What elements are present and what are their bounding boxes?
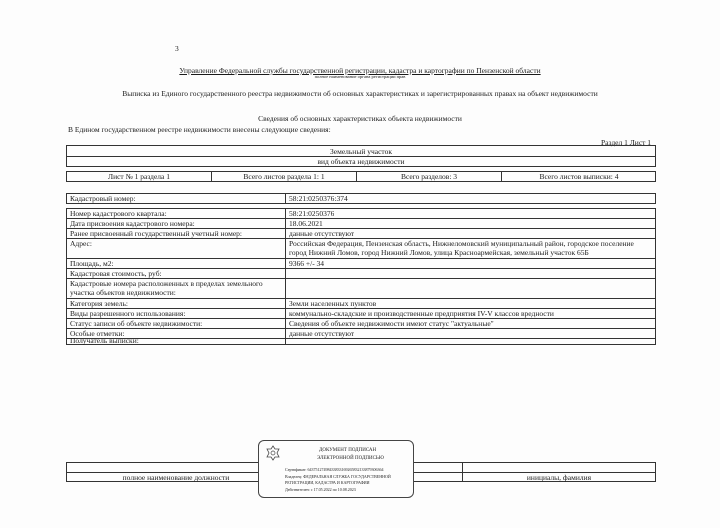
row-label: Категория земель:	[70, 299, 128, 308]
row-label: Адрес:	[70, 239, 92, 248]
row-label: Виды разрешенного использования:	[70, 309, 186, 318]
total-sheets-extract: Всего листов выписки: 4	[539, 172, 619, 181]
object-type-caption: вид объекта недвижимости	[317, 157, 405, 166]
emblem-icon	[265, 445, 281, 461]
stamp-line-1: ДОКУМЕНТ ПОДПИСАН	[319, 448, 377, 453]
row-value: Сведения об объекте недвижимости имеют статус "актуальные"	[289, 319, 494, 328]
stamp-owner-2: РЕГИСТРАЦИИ, КАДАСТРА И КАРТОГРАФИИ	[285, 480, 370, 485]
position-caption: полное наименование должности	[122, 473, 230, 482]
row-label: Кадастровый номер:	[70, 194, 136, 203]
row-label: Получатель выписки:	[70, 336, 139, 345]
row-label-2: участка объектов недвижимости:	[70, 288, 176, 297]
cadastral-number-row	[66, 193, 656, 204]
row-label: Кадастровая стоимость, руб:	[70, 269, 162, 278]
row-value: 9366 +/- 34	[289, 259, 325, 268]
row-value: Земли населенных пунктов	[289, 299, 377, 308]
stamp-owner: Владелец: ФЕДЕРАЛЬНАЯ СЛУЖБА ГОСУДАРСТВЕННОЙ	[285, 474, 391, 479]
section-title: Сведения об основных характеристиках объекта недвижимости	[258, 114, 462, 123]
row-value: 58:21:0250376	[289, 209, 335, 218]
row-label: Кадастровые номера расположенных в пределах земельного	[70, 279, 263, 288]
agency-caption: полное наименование органа регистрации прав	[314, 74, 406, 79]
row-label: Площадь, м2:	[70, 259, 114, 268]
address-line-1: Российская Федерация, Пензенская область, Нижнеломовский муниципальный район, городское поселение	[289, 239, 634, 248]
row-label: Особые отметки:	[70, 329, 125, 338]
extract-title: Выписка из Единого государственного реестра недвижимости об основных характеристиках и зарегистрированных правах на объект недвижимости	[122, 89, 598, 98]
page-number: 3	[175, 44, 179, 53]
row-value: коммунально-складские и производственные предприятия IV-V классов вредности	[289, 309, 554, 318]
agency-name: Управление Федеральной службы государственной регистрации, кадастра и картографии по Пензенской области	[179, 66, 541, 75]
row-label: Дата присвоения кадастрового номера:	[70, 219, 195, 228]
stamp-cert: Сертификат: 64375127498433833169265832133879306364	[285, 467, 384, 472]
electronic-signature-stamp	[258, 440, 414, 498]
row-value: данные отсутствуют	[289, 329, 355, 338]
razdel-label: Раздел 1 Лист 1	[601, 138, 652, 147]
row-label: Ранее присвоенный государственный учетный номер:	[70, 229, 242, 238]
row-value: 18.06.2021	[289, 219, 323, 228]
object-type: Земельный участок	[329, 147, 393, 156]
row-value: 58:21:0250376:374	[289, 194, 348, 203]
object-type-box	[66, 145, 656, 167]
address-line-2: город Нижний Ломов, город Нижний Ломов, улица Красноармейская, земельный участок 65Б	[289, 248, 589, 257]
sheets-row	[66, 171, 656, 182]
stamp-valid: Действителен: с 17.05.2022 по 10.08.2023	[285, 487, 356, 492]
name-caption: инициалы, фамилия	[526, 473, 592, 482]
details-table	[66, 208, 656, 345]
total-sections: Всего разделов: 3	[400, 172, 458, 181]
sheet-number: Лист № 1 раздела 1	[108, 172, 170, 181]
row-label: Статус записи об объекте недвижимости:	[70, 319, 203, 328]
row-value: данные отсутствуют	[289, 229, 355, 238]
total-sheets-section: Всего листов раздела 1: 1	[243, 172, 325, 181]
section-intro: В Едином государственном реестре недвижимости внесены следующие сведения:	[68, 125, 331, 134]
row-label: Номер кадастрового квартала:	[70, 209, 167, 218]
stamp-line-2: ЭЛЕКТРОННОЙ ПОДПИСЬЮ	[317, 456, 384, 461]
